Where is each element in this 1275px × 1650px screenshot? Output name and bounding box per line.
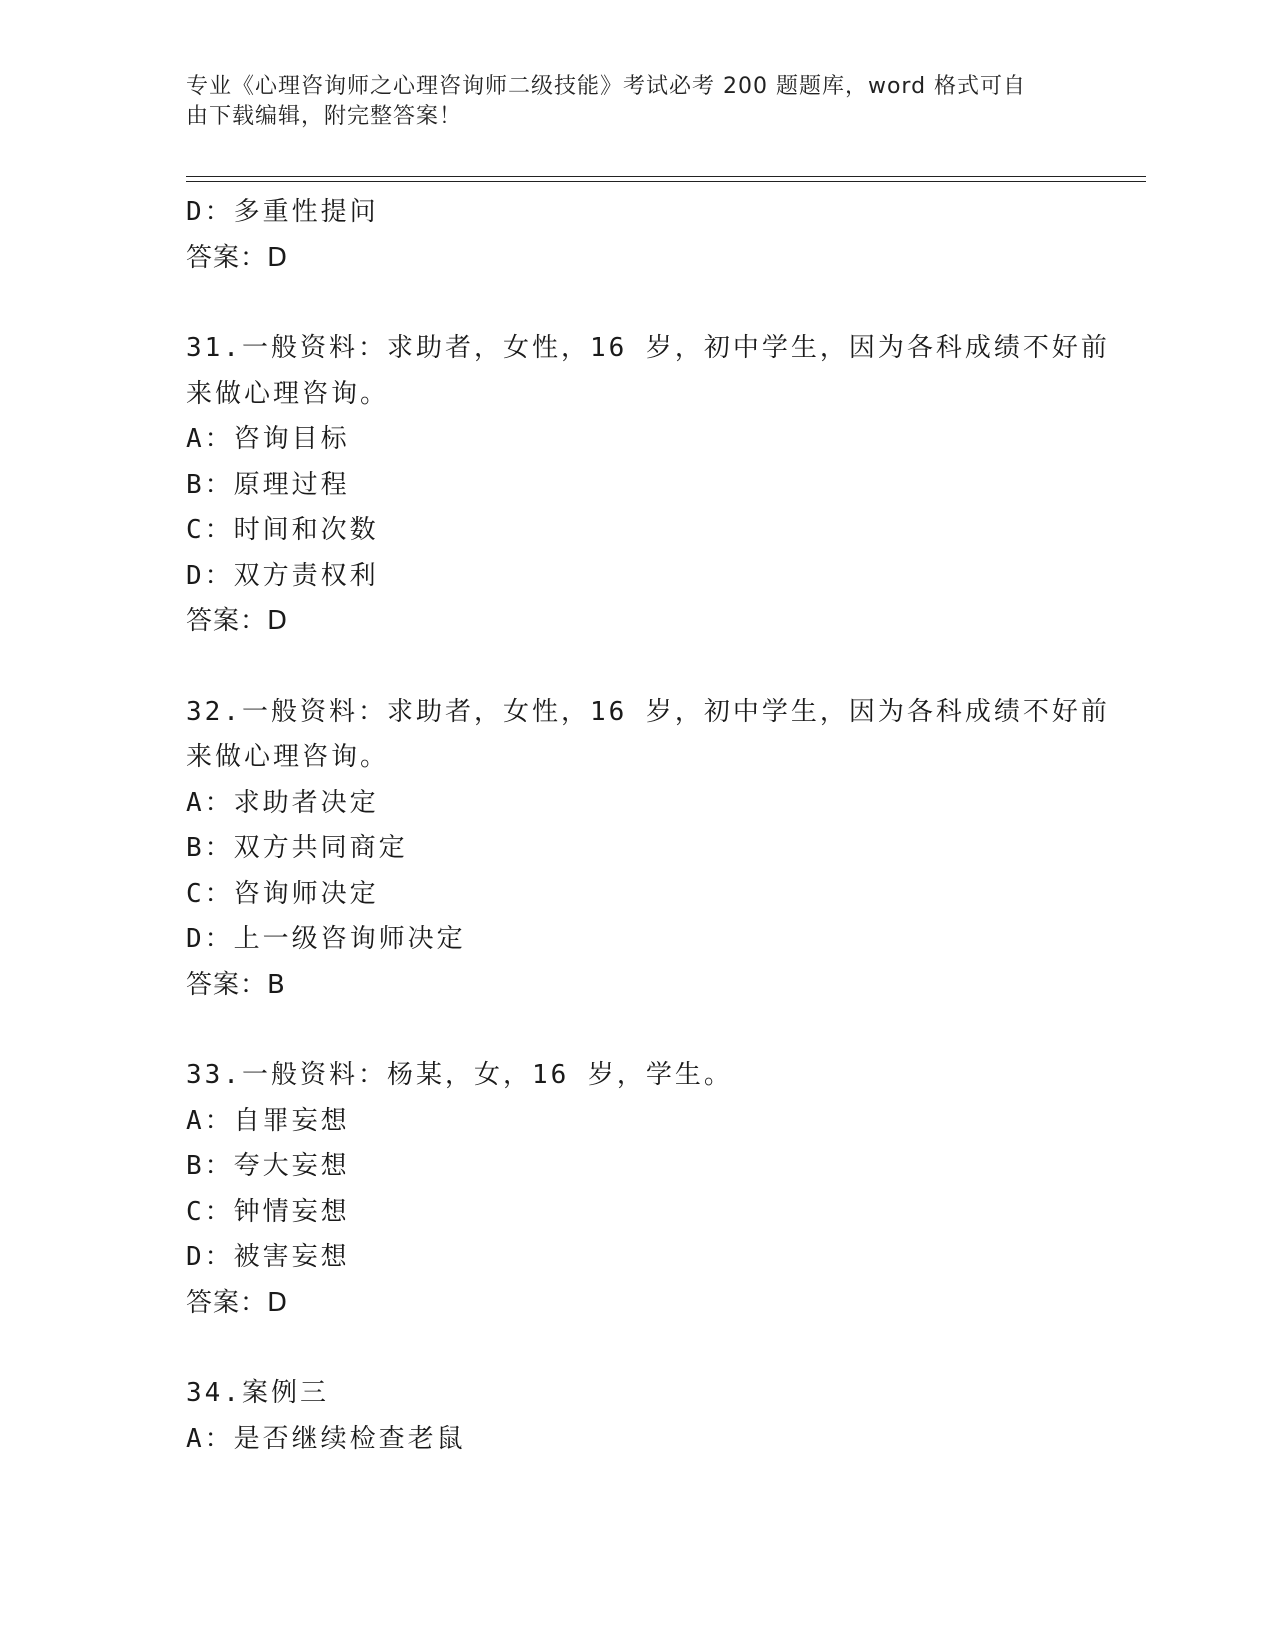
answer-line: 答案：D xyxy=(186,1287,289,1318)
option-b: B：双方共同商定 xyxy=(186,833,408,863)
question-list xyxy=(186,190,1110,1462)
question-31 xyxy=(186,326,1110,645)
spacer xyxy=(186,645,1086,690)
option-a: A：求助者决定 xyxy=(186,787,379,818)
question-stem-continued: 来做心理咨询。 xyxy=(186,742,390,772)
option-c: C：时间和次数 xyxy=(186,515,379,545)
option-d: D：上一级咨询师决定 xyxy=(186,924,466,954)
option-c: C：咨询师决定 xyxy=(186,878,379,909)
answer-line: 答案：B xyxy=(186,969,286,1000)
question-32 xyxy=(186,690,1110,1009)
question-stem: 31.一般资料：求助者，女性，16 岁，初中学生，因为各科成绩不好前 xyxy=(186,333,1110,363)
question-34 xyxy=(186,1371,1086,1462)
option-d: D：被害妄想 xyxy=(186,1242,350,1272)
question-stem: 32.一般资料：求助者，女性，16 岁，初中学生，因为各科成绩不好前 xyxy=(186,696,1110,727)
option-c: C：钟情妄想 xyxy=(186,1196,350,1227)
spacer xyxy=(186,1008,1086,1053)
answer-line: 答案：D xyxy=(186,242,289,273)
option-d: D：双方责权利 xyxy=(186,560,379,591)
question-stem: 33.一般资料：杨某，女，16 岁，学生。 xyxy=(186,1060,733,1090)
spacer xyxy=(186,1326,1086,1371)
question-stem-continued: 来做心理咨询。 xyxy=(186,378,390,409)
answer-line: 答案：D xyxy=(186,606,289,636)
header-line-1: 专业《心理咨询师之心理咨询师二级技能》考试必考 200 题题库，word 格式可自 xyxy=(186,74,1027,99)
question-33 xyxy=(186,1053,1086,1326)
option-d: D：多重性提问 xyxy=(186,197,379,227)
spacer xyxy=(186,281,1086,326)
question-stem: 34.案例三 xyxy=(186,1378,329,1408)
header-divider-top xyxy=(186,176,1146,177)
option-a: A：咨询目标 xyxy=(186,424,350,454)
option-b: B：原理过程 xyxy=(186,469,350,500)
page-header xyxy=(186,72,1066,132)
option-a: A：自罪妄想 xyxy=(186,1105,350,1136)
option-a: A：是否继续检查老鼠 xyxy=(186,1423,466,1454)
header-line-2: 由下载编辑，附完整答案！ xyxy=(186,104,463,129)
option-b: B：夸大妄想 xyxy=(186,1151,350,1181)
header-divider-bottom xyxy=(186,181,1146,182)
